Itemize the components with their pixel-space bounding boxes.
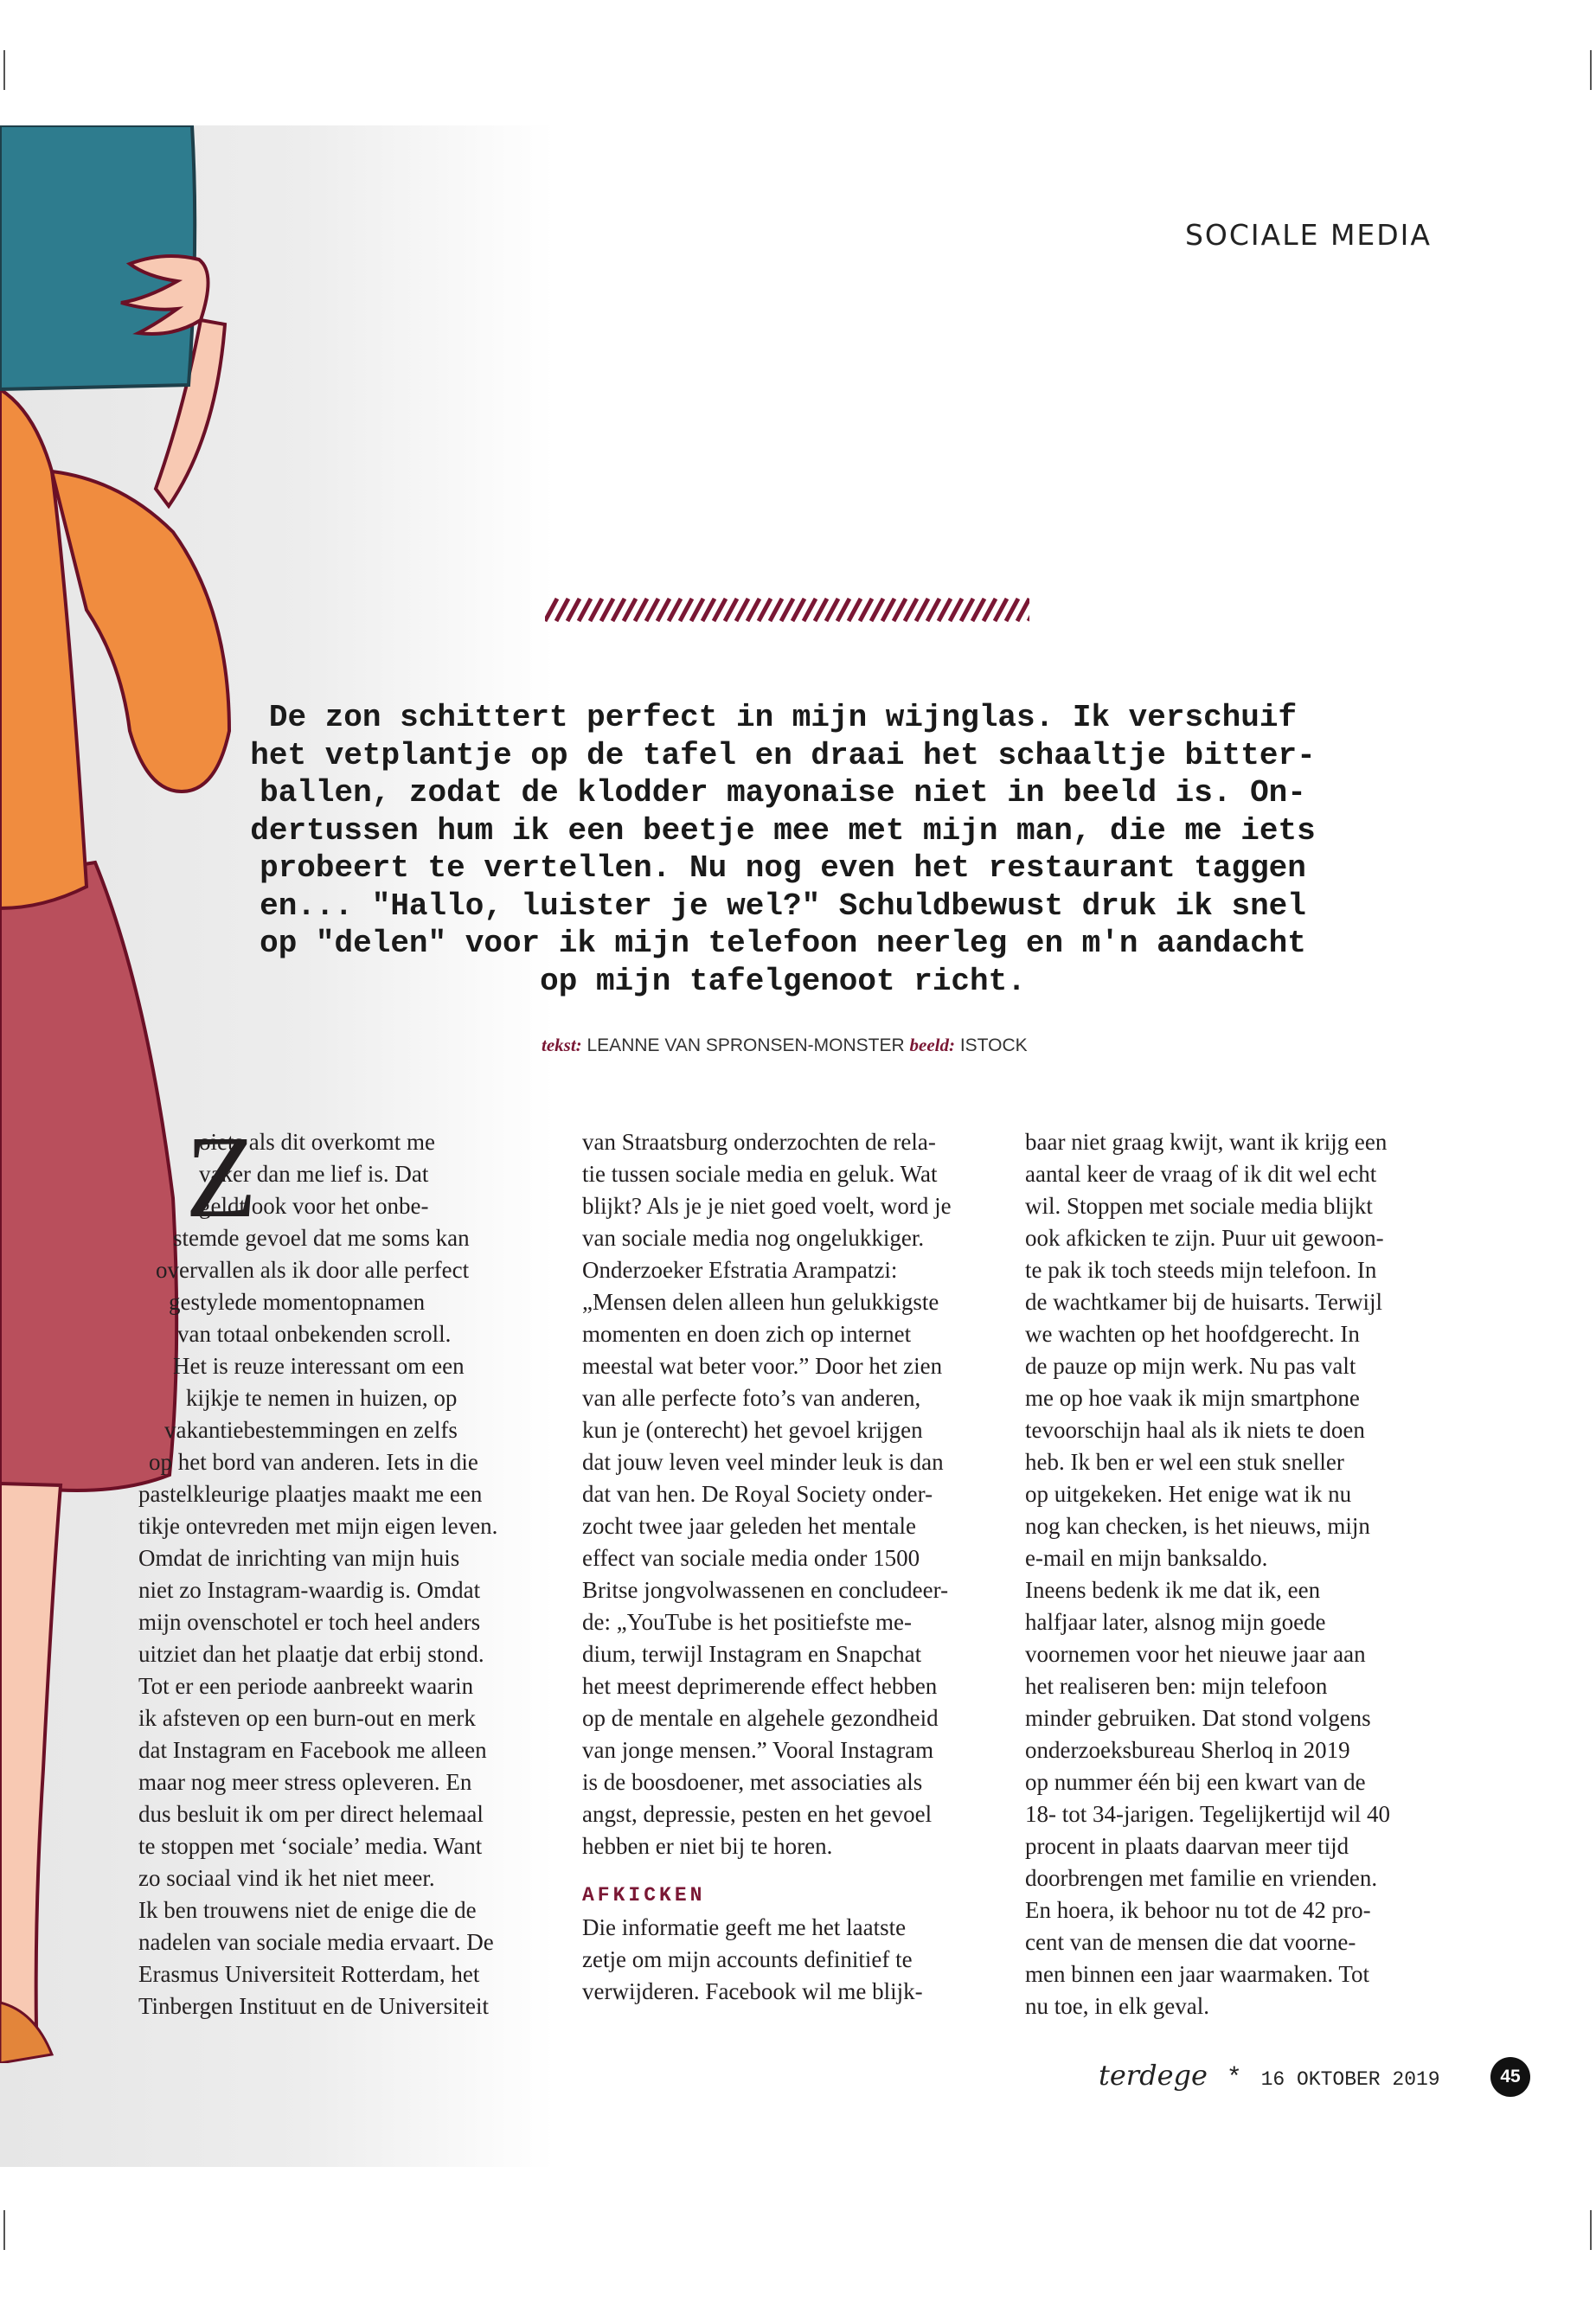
drop-cap: Z <box>185 1112 258 1242</box>
hatch-stroke <box>556 599 568 621</box>
credits-line <box>542 1035 1028 1056</box>
hatch-stroke <box>995 599 1007 621</box>
crop-mark-top-right <box>1590 50 1592 90</box>
body-text-line: heb. Ik ben er wel een stuk sneller <box>1025 1449 1344 1475</box>
intro-line: het vetplantje op de tafel en draai het schaaltje bitter- <box>250 737 1316 773</box>
hatch-stroke <box>961 599 973 621</box>
body-text-line: tie tussen sociale media en geluk. Wat <box>582 1161 938 1187</box>
body-text-line: Ineens bedenk ik me dat ik, een <box>1025 1577 1321 1603</box>
body-text-line: van Straatsburg onderzochten de rela- <box>582 1129 936 1155</box>
hatch-stroke <box>781 599 793 621</box>
hatch-stroke <box>950 599 962 621</box>
body-text-line: nadelen van sociale media ervaart. De <box>138 1929 494 1955</box>
body-text-line: meestal wat beter voor.” Door het zien <box>582 1353 943 1379</box>
body-text-line: Onderzoeker Efstratia Arampatzi: <box>582 1257 898 1283</box>
body-text-line: voornemen voor het nieuwe jaar aan <box>1025 1641 1366 1667</box>
credits-author: LEANNE VAN SPRONSEN-MONSTER <box>586 1035 905 1055</box>
hatch-stroke <box>646 599 658 621</box>
subheading: AFKICKEN <box>582 1884 706 1907</box>
hatched-divider <box>545 597 1029 623</box>
body-text-line: „Mensen delen alleen hun gelukkigste <box>582 1289 939 1315</box>
intro-line: dertussen hum ik een beetje mee met mijn man, die me iets <box>250 812 1316 849</box>
hatch-stroke <box>714 599 726 621</box>
body-text-line: gestylede momentopnamen <box>169 1289 426 1315</box>
body-text-line: procent in plaats daarvan meer tijd <box>1025 1833 1349 1859</box>
body-text-line: van sociale media nog ongelukkiger. <box>582 1225 925 1251</box>
hatch-stroke <box>1017 599 1029 621</box>
body-text-line: op uitgekeken. Het enige wat ik nu <box>1025 1481 1352 1507</box>
hatch-stroke <box>759 599 771 621</box>
body-text-line: dat Instagram en Facebook me alleen <box>138 1737 487 1763</box>
body-text-line: te pak ik toch steeds mijn telefoon. In <box>1025 1257 1377 1283</box>
body-text-line: tevoorschijn haal als ik niets te doen <box>1025 1417 1365 1443</box>
body-text-line: het meest deprimerende effect hebben <box>582 1673 938 1699</box>
body-text-line: tikje ontevreden met mijn eigen leven. <box>138 1513 498 1539</box>
body-text-line: op nummer één bij een kwart van de <box>1025 1769 1366 1795</box>
body-text-line: de pauze op mijn werk. Nu pas valt <box>1025 1353 1356 1379</box>
page-number: 45 <box>1490 2057 1530 2097</box>
body-text-line: de: „YouTube is het positiefste me- <box>582 1609 912 1635</box>
body-text-line: van jonge mensen.” Vooral Instagram <box>582 1737 934 1763</box>
hatch-stroke <box>882 599 894 621</box>
body-text-line: e-mail en mijn banksaldo. <box>1025 1545 1268 1571</box>
intro-line: ballen, zodat de klodder mayonaise niet in beeld is. On- <box>260 775 1306 811</box>
hatch-stroke <box>894 599 906 621</box>
body-text-line: we wachten op het hoofdgerecht. In <box>1025 1321 1360 1347</box>
intro-paragraph <box>234 699 1332 1000</box>
issue-date: 16 OKTOBER 2019 <box>1260 2068 1440 2091</box>
body-text-line: geldt ook voor het onbe- <box>199 1193 429 1219</box>
hatch-stroke <box>669 599 681 621</box>
body-text-line: Tinbergen Instituut en de Universiteit <box>138 1993 489 2019</box>
body-text-line: Ik ben trouwens niet de enige die de <box>138 1897 477 1923</box>
body-text-line: op de mentale en algehele gezondheid <box>582 1705 939 1731</box>
body-text-line: verwijderen. Facebook wil me blijk- <box>582 1978 923 2004</box>
section-label: SOCIALE MEDIA <box>1184 218 1432 252</box>
body-text-line: momenten en doen zich op internet <box>582 1321 912 1347</box>
hatch-stroke <box>927 599 939 621</box>
credits-text-label: tekst: <box>542 1035 582 1055</box>
body-text-line: vaker dan me lief is. Dat <box>199 1161 429 1187</box>
body-text-line: aantal keer de vraag of ik dit wel echt <box>1025 1161 1377 1187</box>
body-text-line: Omdat de inrichting van mijn huis <box>138 1545 460 1571</box>
body-text-line: doorbrengen met familie en vrienden. <box>1025 1865 1378 1891</box>
hatch-stroke <box>792 599 804 621</box>
hatch-stroke <box>804 599 816 621</box>
body-text-line: vakantiebestemmingen en zelfs <box>164 1417 458 1443</box>
credits-image-label: beeld: <box>909 1035 955 1055</box>
body-text-line: Het is reuze interessant om een <box>173 1353 465 1379</box>
body-text-line: van alle perfecte foto’s van anderen, <box>582 1385 921 1411</box>
body-text-line: te stoppen met ‘sociale’ media. Want <box>138 1833 483 1859</box>
body-text-line: angst, depressie, pesten en het gevoel <box>582 1801 933 1827</box>
crop-mark-bottom-right <box>1590 2210 1592 2250</box>
body-text-line: baar niet graag kwijt, want ik krijg een <box>1025 1129 1388 1155</box>
body-text-line: effect van sociale media onder 1500 <box>582 1545 920 1571</box>
hatch-stroke <box>635 599 647 621</box>
body-text-line: nog kan checken, is het nieuws, mijn <box>1025 1513 1370 1539</box>
crop-mark-bottom-left <box>3 2210 5 2250</box>
hatch-stroke <box>680 599 692 621</box>
footer-separator: * <box>1226 2064 1242 2093</box>
body-text-line: zetje om mijn accounts definitief te <box>582 1946 913 1972</box>
article-column-1 <box>138 1126 545 2022</box>
hatch-stroke <box>770 599 782 621</box>
article-column-3 <box>1025 1126 1432 2022</box>
body-text-line: de wachtkamer bij de huisarts. Terwijl <box>1025 1289 1382 1315</box>
hatch-stroke <box>860 599 872 621</box>
body-text-line: maar nog meer stress opleveren. En <box>138 1769 472 1795</box>
hatch-stroke <box>545 599 557 621</box>
body-text-line: 18- tot 34-jarigen. Tegelijkertijd wil 40 <box>1025 1801 1391 1827</box>
body-text-line: Erasmus Universiteit Rotterdam, het <box>138 1961 480 1987</box>
hatch-stroke <box>849 599 861 621</box>
body-text-line: dat van hen. De Royal Society onder- <box>582 1481 933 1507</box>
body-text-line: Tot er een periode aanbreekt waarin <box>138 1673 474 1699</box>
body-text-line: ook afkicken te zijn. Puur uit gewoon- <box>1025 1225 1384 1251</box>
body-text-line: oiets als dit overkomt me <box>199 1129 435 1155</box>
article-column-2 <box>582 1126 989 2008</box>
hatch-stroke <box>905 599 917 621</box>
body-text-line: ik afsteven op een burn-out en merk <box>138 1705 476 1731</box>
hatch-stroke <box>1006 599 1018 621</box>
credits-image-source: ISTOCK <box>959 1035 1028 1055</box>
intro-line: op mijn tafelgenoot richt. <box>540 963 1026 999</box>
page-footer <box>1099 2059 1440 2093</box>
body-text-line: overvallen als ik door alle perfect <box>156 1257 470 1283</box>
hatch-stroke <box>736 599 748 621</box>
body-text-line: onderzoeksbureau Sherloq in 2019 <box>1025 1737 1350 1763</box>
body-text-line: het realiseren ben: mijn telefoon <box>1025 1673 1328 1699</box>
body-text-line: minder gebruiken. Dat stond volgens <box>1025 1705 1371 1731</box>
body-text-line: van totaal onbekenden scroll. <box>177 1321 452 1347</box>
body-text-line: nu toe, in elk geval. <box>1025 1993 1209 2019</box>
hatch-stroke <box>702 599 715 621</box>
hatch-stroke <box>624 599 636 621</box>
body-text-line: halfjaar later, alsnog mijn goede <box>1025 1609 1326 1635</box>
body-text-line: blijkt? Als je je niet goed voelt, word je <box>582 1193 952 1219</box>
crop-mark-top-left <box>3 50 5 90</box>
body-text-line: dus besluit ik om per direct helemaal <box>138 1801 484 1827</box>
hatch-stroke <box>916 599 928 621</box>
hatch-stroke <box>657 599 670 621</box>
magazine-brand: terdege <box>1099 2059 1208 2092</box>
body-text-line: En hoera, ik behoor nu tot de 42 pro- <box>1025 1897 1371 1923</box>
hatch-stroke <box>567 599 580 621</box>
body-text-line: pastelkleurige plaatjes maakt me een <box>138 1481 483 1507</box>
body-text-line: op het bord van anderen. Iets in die <box>149 1449 478 1475</box>
hatch-stroke <box>612 599 625 621</box>
body-text-line: mijn ovenschotel er toch heel anders <box>138 1609 481 1635</box>
body-text-line: kun je (onterecht) het gevoel krijgen <box>582 1417 923 1443</box>
intro-line: en... "Hallo, luister je wel?" Schuldbewust druk ik snel <box>260 888 1306 924</box>
body-text-line: cent van de mensen die dat voorne- <box>1025 1929 1356 1955</box>
hatch-stroke <box>725 599 737 621</box>
body-text-line: stemde gevoel dat me soms kan <box>173 1225 470 1251</box>
hatch-stroke <box>984 599 996 621</box>
hatch-stroke <box>826 599 838 621</box>
hatch-stroke <box>939 599 951 621</box>
hatch-stroke <box>601 599 613 621</box>
body-text-line: hebben er niet bij te horen. <box>582 1833 833 1859</box>
body-text-line: dat jouw leven veel minder leuk is dan <box>582 1449 944 1475</box>
body-text-line: men binnen een jaar waarmaken. Tot <box>1025 1961 1369 1987</box>
hatch-stroke <box>747 599 760 621</box>
intro-line: De zon schittert perfect in mijn wijnglas. Ik verschuif <box>268 700 1298 735</box>
body-text-line: uitziet dan het plaatje dat erbij stond. <box>138 1641 484 1667</box>
hatch-stroke <box>972 599 984 621</box>
hatch-stroke <box>579 599 591 621</box>
body-text-line: Britse jongvolwassenen en concludeer- <box>582 1577 949 1603</box>
intro-line: probeert te vertellen. Nu nog even het restaurant taggen <box>260 850 1306 886</box>
body-text-line: kijkje te nemen in huizen, op <box>186 1385 458 1411</box>
body-text-line: dium, terwijl Instagram en Snapchat <box>582 1641 922 1667</box>
hatch-stroke <box>837 599 849 621</box>
body-text-line: wil. Stoppen met sociale media blijkt <box>1025 1193 1373 1219</box>
hatch-stroke <box>590 599 602 621</box>
body-text-line: Die informatie geeft me het laatste <box>582 1914 907 1940</box>
body-text-line: niet zo Instagram-waardig is. Omdat <box>138 1577 481 1603</box>
intro-line: op "delen" voor ik mijn telefoon neerleg en m'n aandacht <box>260 926 1306 961</box>
hatch-stroke <box>815 599 827 621</box>
hatch-stroke <box>871 599 883 621</box>
body-text-line: zocht twee jaar geleden het mentale <box>582 1513 917 1539</box>
body-text-line: is de boosdoener, met associaties als <box>582 1769 923 1795</box>
body-text-line: zo sociaal vind ik het niet meer. <box>138 1865 435 1891</box>
body-text-line: me op hoe vaak ik mijn smartphone <box>1025 1385 1360 1411</box>
hatch-stroke <box>691 599 703 621</box>
